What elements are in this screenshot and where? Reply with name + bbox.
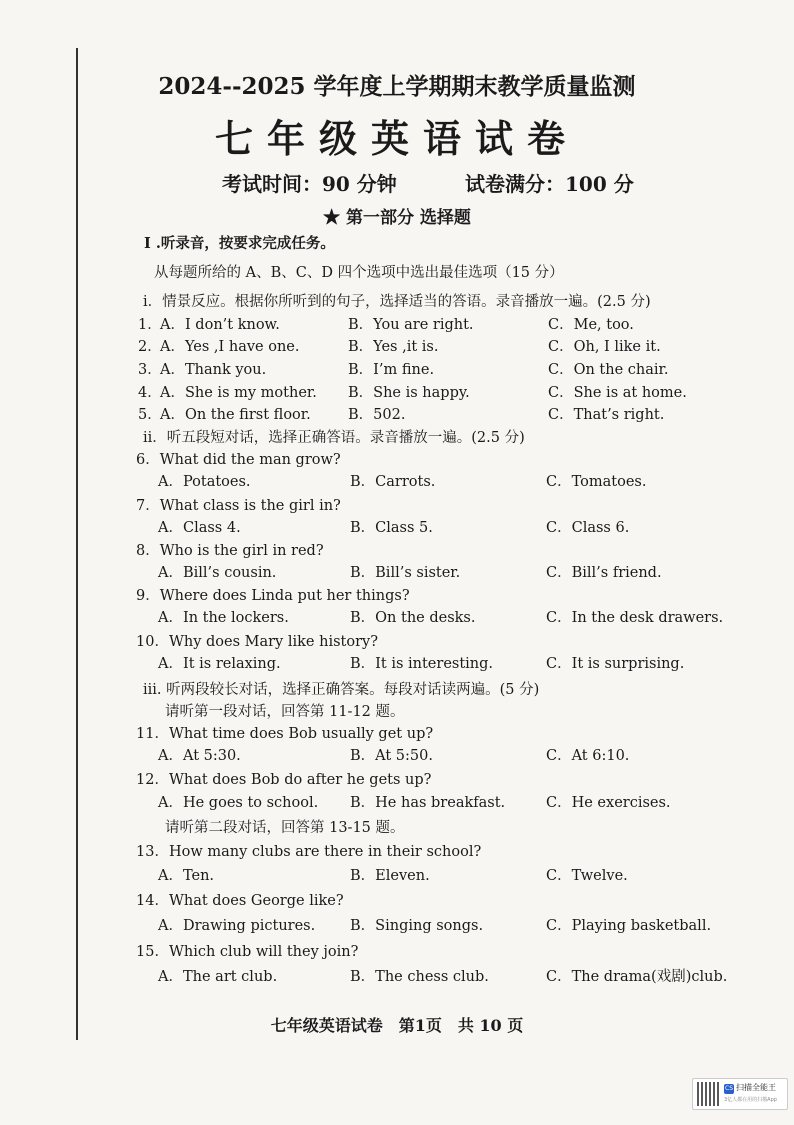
question-stem: 15．Which club will they join?	[136, 944, 359, 960]
section-heading: ★ 第一部分 选择题	[323, 208, 471, 228]
option-c: C．On the chair.	[548, 362, 669, 378]
option-c: C．That’s right.	[548, 407, 665, 423]
option-c: C．At 6:10.	[546, 748, 630, 764]
question-stem: 11．What time does Bob usually get up?	[136, 726, 434, 742]
binding-margin-line	[76, 48, 78, 1040]
dialog2-instruction: 请听第二段对话，回答第 13-15 题。	[165, 820, 405, 836]
exam-full-score: 试卷满分：100 分	[465, 172, 634, 196]
scanner-tagline: 3亿人都在用的扫描App	[724, 1097, 777, 1103]
option-a: A．I don’t know.	[160, 317, 280, 333]
question-stem: 6．What did the man grow?	[136, 452, 341, 468]
question-stem: 9．Where does Linda put her things?	[136, 588, 410, 604]
option-a: A．On the first floor.	[160, 407, 311, 423]
dialog1-instruction: 请听第一段对话，回答第 11-12 题。	[165, 704, 405, 720]
option-a: A．At 5:30.	[158, 748, 241, 764]
question-number: 5．	[138, 407, 162, 423]
question-number: 4．	[138, 385, 162, 401]
option-c: C．He exercises.	[546, 795, 671, 811]
question-stem: 7．What class is the girl in?	[136, 498, 341, 514]
option-c: C．Me, too.	[548, 317, 634, 333]
option-b: B．He has breakfast.	[350, 795, 506, 811]
question-number: 3．	[138, 362, 162, 378]
exam-title-line2: 七年级英语试卷	[214, 116, 579, 161]
option-c: C．Class 6.	[546, 520, 630, 536]
option-b: B．Bill’s sister.	[350, 565, 461, 581]
question-stem: 14．What does George like?	[136, 893, 344, 909]
part1-instruction: 从每题所给的 A、B、C、D 四个选项中选出最佳选项（15 分）	[154, 265, 564, 281]
option-a: A．The art club.	[158, 969, 278, 985]
option-a: A．Thank you.	[160, 362, 267, 378]
option-b: B．Yes ,it is.	[348, 339, 439, 355]
option-a: A．She is my mother.	[160, 385, 317, 401]
option-b: B．At 5:50.	[350, 748, 433, 764]
option-c: C．The drama(戏剧)club.	[546, 969, 728, 985]
exam-time: 考试时间：90 分钟	[222, 172, 397, 196]
option-b: B．I’m fine.	[348, 362, 435, 378]
page-footer: 七年级英语试卷 第1页 共 10 页	[270, 1016, 524, 1035]
scanner-watermark	[692, 1078, 788, 1110]
qr-code-icon	[697, 1082, 721, 1106]
option-b: B．Eleven.	[350, 868, 430, 884]
option-a: A．Drawing pictures.	[158, 918, 316, 934]
option-c: C．Tomatoes.	[546, 474, 647, 490]
option-a: A．It is relaxing.	[158, 656, 281, 672]
option-b: B．She is happy.	[348, 385, 470, 401]
option-c: C．Oh, I like it.	[548, 339, 661, 355]
question-stem: 13．How many clubs are there in their school?	[136, 844, 482, 860]
exam-title-line1: 2024--2025 学年度上学期期末教学质量监测	[158, 73, 636, 100]
question-number: 1．	[138, 317, 162, 333]
scanner-logo-icon: CS	[725, 1085, 733, 1092]
option-a: A．Ten.	[158, 868, 215, 884]
subsection-ii: ii．听五段短对话，选择正确答语。录音播放一遍。(2.5 分)	[143, 430, 525, 446]
option-b: B．Singing songs.	[350, 918, 484, 934]
part1-heading: I .听录音，按要求完成任务。	[144, 235, 335, 252]
option-c: C．It is surprising.	[546, 656, 685, 672]
option-a: A．Bill’s cousin.	[158, 565, 277, 581]
option-b: B．On the desks.	[350, 610, 476, 626]
option-a: A．Class 4.	[158, 520, 241, 536]
option-b: B．You are right.	[348, 317, 474, 333]
option-c: C．Playing basketball.	[546, 918, 712, 934]
question-number: 2．	[138, 339, 162, 355]
option-a: A．Yes ,I have one.	[160, 339, 300, 355]
question-stem: 8．Who is the girl in red?	[136, 543, 324, 559]
question-stem: 10．Why does Mary like history?	[136, 634, 378, 650]
question-stem: 12．What does Bob do after he gets up?	[136, 772, 432, 788]
option-c: C．Twelve.	[546, 868, 628, 884]
option-c: C．In the desk drawers.	[546, 610, 724, 626]
subsection-iii: iii. 听两段较长对话，选择正确答案。每段对话读两遍。(5 分)	[143, 682, 540, 698]
option-a: A．Potatoes.	[158, 474, 251, 490]
option-c: C．Bill’s friend.	[546, 565, 662, 581]
subsection-i: i．情景反应。根据你所听到的句子，选择适当的答语。录音播放一遍。(2.5 分)	[143, 294, 651, 310]
option-a: A．He goes to school.	[158, 795, 319, 811]
scanner-name: 扫描全能王	[736, 1083, 776, 1092]
option-b: B．Class 5.	[350, 520, 433, 536]
option-b: B．502.	[348, 407, 406, 423]
option-c: C．She is at home.	[548, 385, 687, 401]
option-b: B．The chess club.	[350, 969, 489, 985]
option-a: A．In the lockers.	[158, 610, 289, 626]
option-b: B．It is interesting.	[350, 656, 494, 672]
option-b: B．Carrots.	[350, 474, 436, 490]
